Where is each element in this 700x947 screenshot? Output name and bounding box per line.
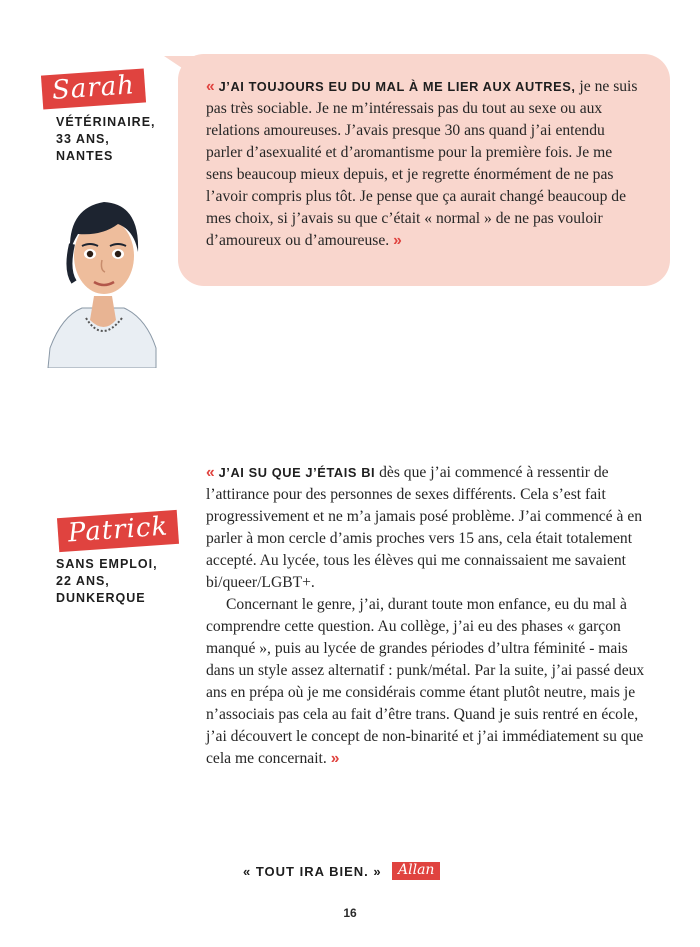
footer-quote: « TOUT IRA BIEN. » [243,864,382,879]
sarah-portrait-illustration [42,178,162,368]
sarah-age: 33 ANS, [56,132,110,146]
sarah-open-quote-icon: « [206,78,215,95]
sarah-quote [206,76,642,252]
patrick-name-tag: Patrick [57,510,179,552]
patrick-city: DUNKERQUE [56,591,146,605]
page-number: 16 [343,906,357,920]
patrick-quote-body-2-text: Concernant le genre, j’ai, durant toute mon enfance, eu du mal à comprendre cette question. Au collège, j’ai eu des phases « garçon manqué », puis au lycée de grandes périodes d’ultra féminité - mais dans un style assez alternatif : punk/métal. Par la suite, j’ai passé deux ans en prépa où je me considérais comme étant plutôt neutre, mais je n’associais pas cela au fait d’être trans. Quand je suis rentré en école, j’ai découvert le concept de non-binarité et j’ai immédiatement su que cela me concernait. [206,596,645,767]
patrick-open-quote-icon: « [206,464,215,481]
patrick-close-quote-icon: » [330,750,340,767]
sarah-quote-body: je ne suis pas très sociable. Je ne m’intéressais pas du tout au sexe ou aux relations amoureuses. J’avais presque 30 ans quand j’ai entendu parler d’asexualité et d’aromantisme pour la première fois. Je me sens beaucoup mieux depuis, et je regrette énormément de ne pas l’avoir compris plus tôt. Je pense que ça aurait changé beaucoup de mes choix, si j’avais su que c’était « normal » de ne pas vouloir d’amoureux ou d’amoureuse. [206,78,638,249]
patrick-quote-body-1: dès que j’ai commencé à ressentir de l’attirance pour des personnes de sexes différents. Cela s’est fait progressivement et ne m’a jamais posé problème. J’ai commencé à en parler à mon cercle d’amis proches vers 15 ans, cela était totalement accepté. Au lycée, tous les élèves qui me connaissaient me savaient bi/queer/LGBT+. [206,464,643,591]
patrick-quote-body-2 [206,594,650,770]
sarah-profession: VÉTÉRINAIRE, [56,115,156,129]
sarah-close-quote-icon: » [393,232,402,249]
patrick-age: 22 ANS, [56,574,110,588]
sarah-name-tag: Sarah [41,68,146,109]
patrick-occupation: SANS EMPLOI, [56,557,158,571]
patrick-quote [206,462,650,770]
patrick-quote-lead: J’AI SU QUE J’ÉTAIS BI [218,465,376,480]
patrick-meta [56,556,158,607]
footer-signature: Allan [392,862,440,880]
sarah-city: NANTES [56,149,114,163]
sarah-quote-lead: J’AI TOUJOURS EU DU MAL À ME LIER AUX AUTRES, [218,79,576,94]
sarah-meta [56,114,156,165]
